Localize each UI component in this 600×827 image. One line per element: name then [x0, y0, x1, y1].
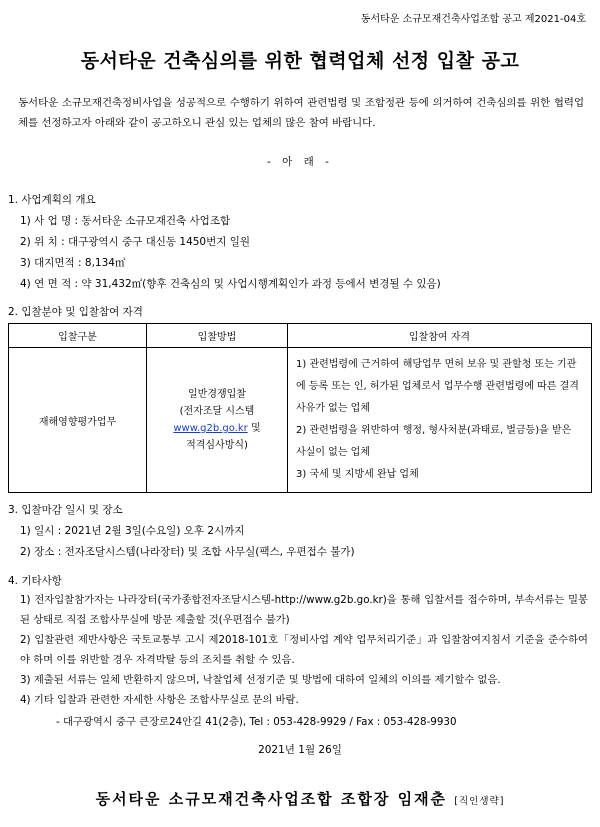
method-line: 일반경쟁입찰: [188, 389, 246, 400]
section3-item-datetime: 1) 일시 : 2021년 2월 3일(수요일) 오후 2시까지: [20, 525, 245, 537]
method-link-line: [148, 420, 286, 437]
cell-method: [147, 348, 288, 493]
method-line: 적격심사방식): [186, 440, 248, 451]
contact-info: - 대구광역시 중구 큰장로24안길 41(2층), Tel : 053-428-9929 / Fax : 053-428-9930: [56, 716, 457, 728]
section1-item-location: 2) 위 치 : 대구광역시 중구 대신동 1450번지 일원: [20, 236, 251, 248]
announcement-date: 2021년 1월 26일: [258, 744, 342, 756]
section3-item-place: 2) 장소 : 전자조달시스템(나라장터) 및 조합 사무실(팩스, 우편접수 불가): [20, 546, 355, 558]
section4-item-1: 1) 전자입찰참가자는 나라장터(국가종합전자조달시스템-http://www.g2b.go.kr)을 통해 입찰서를 접수하며, 부속서류는 밀봉된 상태로 직접 조합사무실에 방문 제출할 것(우편접수 불가): [20, 594, 588, 626]
intro-paragraph: 동서타운 소규모재건축정비사업을 성공적으로 수행하기 위하여 관련법령 및 조합정관 등에 의거하여 건축심의를 위한 협력업체를 선정하고자 아래와 같이 공고하오니 관심 있는 업체의 많은 참여 바랍니다.: [18, 97, 584, 129]
qualification-item: 3) 국세 및 지방세 완납 업체: [296, 469, 419, 480]
section1-item-project: 1) 사 업 명 : 동서타운 소규모재건축 사업조합: [20, 215, 231, 227]
cell-qualification: [288, 348, 592, 493]
seal-note: [직인생략]: [454, 796, 505, 807]
section4-item-4: 4) 기타 입찰과 관련한 자세한 사항은 조합사무실로 문의 바람.: [20, 694, 299, 706]
section1-item-floor-area: 4) 연 면 적 : 약 31,432㎡(향후 건축심의 및 사업시행계획인가 과정 등에서 변경될 수 있음): [20, 278, 441, 290]
qualification-item: 2) 관련법령을 위반하여 행정, 형사처분(과태료, 벌금등)을 받은 사실이 없는 업체: [296, 425, 572, 458]
document-number: 동서타운 소규모재건축사업조합 공고 제2021-04호: [360, 14, 586, 25]
header-method: 입찰방법: [147, 324, 288, 348]
method-link-suffix: 및: [247, 423, 261, 434]
section3-heading: 3. 입찰마감 일시 및 장소: [8, 504, 123, 516]
header-qualification: 입찰참여 자격: [288, 324, 592, 348]
section1-heading: 1. 사업계획의 개요: [8, 194, 96, 206]
signatory: 동서타운 소규모재건축사업조합 조합장 임재춘: [95, 790, 448, 808]
bid-table: [8, 323, 592, 493]
qualification-item: 1) 관련법령에 근거하여 해당업무 면허 보유 및 관할청 또는 기관에 등록 또는 인, 허가된 업체로서 업무수행 관련법령에 따른 결격사유가 없는 업체: [296, 359, 579, 414]
section1-item-site-area: 3) 대지면적 : 8,134㎡: [20, 257, 126, 269]
table-row: [9, 348, 592, 493]
g2b-link[interactable]: www.g2b.go.kr: [173, 423, 248, 434]
table-header-row: [9, 324, 592, 348]
page-title: 동서타운 건축심의를 위한 협력업체 선정 입찰 공고: [80, 50, 520, 72]
section4-item-3: 3) 제출된 서류는 일체 반환하지 않으며, 낙찰업체 선정기준 및 방법에 대하여 일체의 이의를 제기할수 없음.: [20, 674, 501, 686]
signature-line: [0, 788, 600, 809]
method-line: (전자조달 시스템: [179, 406, 255, 417]
section4-item-2: 2) 입찰관련 제반사항은 국토교통부 고시 제2018-101호「정비사업 계약 업무처리기준」과 입찰참여지침서 기준을 준수하여야 하며 이를 위반할 경우 자격박탈 등의 조치를 취할 수 있음.: [20, 634, 588, 666]
section4-heading: 4. 기타사항: [8, 575, 62, 587]
cell-field: 재해영향평가업무: [9, 348, 147, 493]
section2-heading: 2. 입찰분야 및 입찰참여 자격: [8, 306, 143, 318]
ahrae-divider: - 아 래 -: [267, 156, 333, 168]
header-field: 입찰구분: [9, 324, 147, 348]
